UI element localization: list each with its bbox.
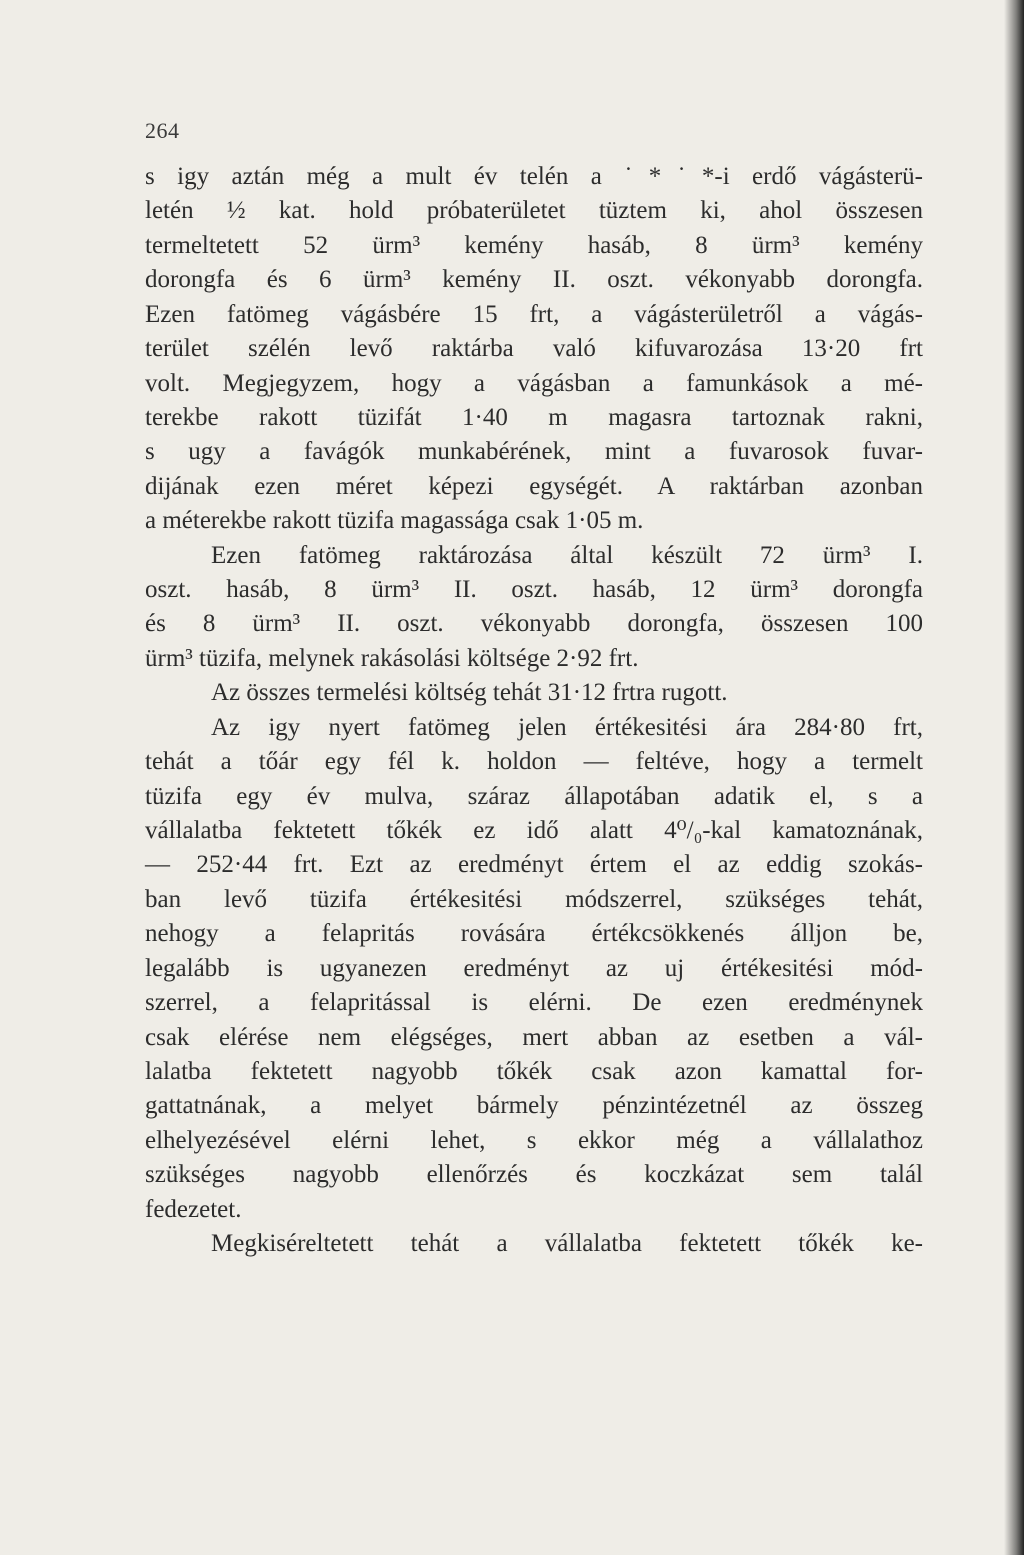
text-line: tüzifa egy év mulva, száraz állapotában adatik el, s a: [145, 782, 923, 810]
text-line: oszt. hasáb, 8 ürm³ II. oszt. hasáb, 12 ürm³ dorongfa: [145, 576, 923, 604]
text-line: elhelyezésével elérni lehet, s ekkor még a vállalathoz: [145, 1126, 923, 1154]
text-line: terület szélén levő raktárba való kifuvarozása 13·20 frt: [145, 335, 923, 363]
text-line: csak elérése nem elégséges, mert abban az esetben a vál-: [145, 1023, 923, 1051]
text-line: legalább is ugyanezen eredményt az uj értékesitési mód-: [145, 954, 923, 982]
text-line: vállalatba fektetett tőkék ez idő alatt 4⁰/₀-kal kamatoznának,: [145, 817, 923, 845]
body-text: [145, 160, 923, 1262]
page-edge-shadow: [1004, 0, 1024, 1555]
text-line: volt. Megjegyzem, hogy a vágásban a famunkások a mé-: [145, 369, 923, 397]
text-line: szerrel, a felapritással is elérni. De ezen eredménynek: [145, 989, 923, 1017]
text-line: dijának ezen méret képezi egységét. A raktárban azonban: [145, 472, 923, 500]
text-line: ban levő tüzifa értékesitési módszerrel, szükséges tehát,: [145, 885, 923, 913]
text-line: letén ½ kat. hold próbaterületet tüztem ki, ahol összesen: [145, 197, 923, 225]
text-line: lalatba fektetett nagyobb tőkék csak azon kamattal for-: [145, 1057, 923, 1085]
text-line: termeltetett 52 ürm³ kemény hasáb, 8 ürm³ kemény: [145, 231, 923, 259]
text-line: Ezen fatömeg vágásbére 15 frt, a vágásterületről a vágás-: [145, 300, 923, 328]
text-line: Az összes termelési költség tehát 31·12 frtra rugott.: [211, 679, 728, 707]
text-line: nehogy a felapritás rovására értékcsökkenés álljon be,: [145, 920, 923, 948]
text-line: szükséges nagyobb ellenőrzés és koczkázat sem talál: [145, 1161, 923, 1189]
text-line: Az igy nyert fatömeg jelen értékesitési ára 284·80 frt,: [211, 713, 923, 741]
text-line: és 8 ürm³ II. oszt. vékonyabb dorongfa, összesen 100: [145, 610, 923, 638]
text-line: s igy aztán még a mult év telén a ˙*˙*-i erdő vágásterü-: [145, 163, 923, 190]
text-line: a méterekbe rakott tüzifa magassága csak 1·05 m.: [145, 507, 644, 535]
text-line: gattatnának, a melyet bármely pénzintézetnél az összeg: [145, 1092, 923, 1120]
text-line: ürm³ tüzifa, melynek rakásolási költsége 2·92 frt.: [145, 644, 639, 672]
page-number: 264: [145, 118, 180, 143]
text-line: — 252·44 frt. Ezt az eredményt értem el az eddig szokás-: [145, 851, 923, 879]
text-line: fedezetet.: [145, 1195, 242, 1223]
text-line: dorongfa és 6 ürm³ kemény II. oszt. vékonyabb dorongfa.: [145, 266, 923, 294]
text-line: Ezen fatömeg raktározása által készült 72 ürm³ I.: [211, 541, 923, 569]
text-line: tehát a tőár egy fél k. holdon — feltéve, hogy a termelt: [145, 748, 923, 776]
text-line: Megkiséreltetett tehát a vállalatba fektetett tőkék ke-: [211, 1230, 923, 1258]
text-line: terekbe rakott tüzifát 1·40 m magasra tartoznak rakni,: [145, 403, 923, 431]
text-line: s ugy a favágók munkabérének, mint a fuvarosok fuvar-: [145, 438, 923, 466]
